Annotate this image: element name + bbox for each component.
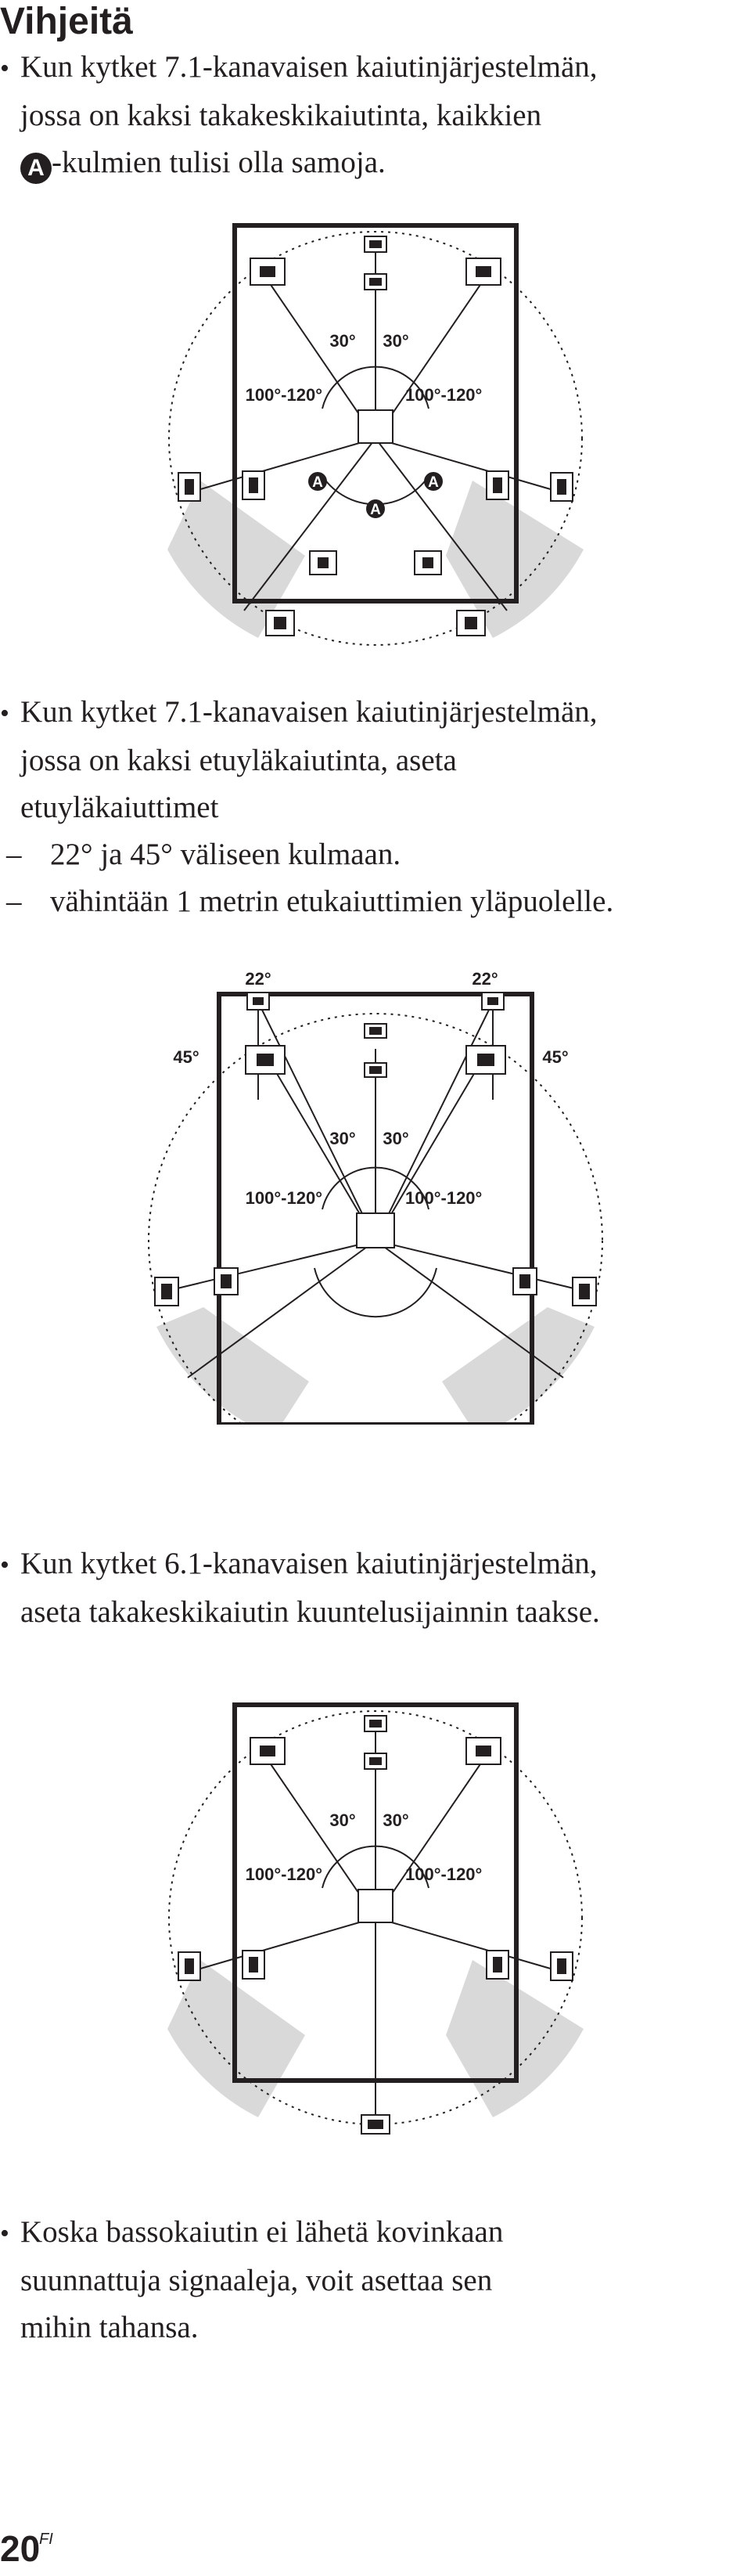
svg-text:100°-120°: 100°-120° — [405, 1864, 483, 1884]
svg-text:45°: 45° — [173, 1047, 199, 1067]
page-heading: Vihjeitä — [0, 1, 133, 42]
svg-text:30°: 30° — [383, 1810, 409, 1830]
svg-text:30°: 30° — [383, 1129, 409, 1148]
svg-text:100°-120°: 100°-120° — [245, 1188, 322, 1208]
bullet-icon: • — [0, 54, 9, 83]
bullet-icon: • — [0, 699, 9, 728]
tip-7-1-front-high: • Kun kytket 7.1-kanavaisen kaiutinjärjestelmän, jossa on kaksi etuyläkaiutinta, aseta etuyläkaiuttimet – 22° ja 45° väliseen kulmaan. – vähintään 1 metrin etukaiuttimien yläpuolelle. — [0, 689, 743, 925]
page-number: 20 — [0, 2528, 41, 2569]
svg-text:100°-120°: 100°-120° — [245, 1864, 322, 1884]
tip-7-1-rear-center: • Kun kytket 7.1-kanavaisen kaiutinjärjestelmän, jossa on kaksi takakeskikaiutinta, kaikkien A -kulmien tulisi olla samoja. — [0, 44, 743, 186]
diagram-6-1-rear-center — [141, 1699, 610, 2153]
svg-text:22°: 22° — [245, 971, 271, 989]
bullet-icon: • — [0, 2219, 9, 2248]
svg-text:30°: 30° — [329, 1810, 356, 1830]
svg-text:100°-120°: 100°-120° — [405, 1188, 483, 1208]
page-language-code: FI — [39, 2531, 53, 2548]
svg-text:A: A — [370, 502, 381, 518]
svg-text:100°-120°: 100°-120° — [405, 385, 483, 405]
svg-text:30°: 30° — [383, 331, 409, 351]
diagram-7-1-front-high — [141, 971, 610, 1425]
svg-text:A: A — [428, 474, 439, 491]
svg-text:100°-120°: 100°-120° — [245, 385, 322, 405]
tip-6-1-rear-center: • Kun kytket 6.1-kanavaisen kaiutinjärjestelmän, aseta takakeskikaiutin kuuntelusijainnin taakse. — [0, 1540, 743, 1636]
svg-text:30°: 30° — [329, 331, 356, 351]
bullet-icon: • — [0, 1551, 9, 1580]
svg-text:45°: 45° — [542, 1047, 569, 1067]
svg-text:30°: 30° — [329, 1129, 356, 1148]
tip-subwoofer: • Koska bassokaiutin ei lähetä kovinkaan suunnattuja signaaleja, voit asettaa sen mihin tahansa. — [0, 2209, 743, 2351]
svg-text:22°: 22° — [472, 971, 498, 989]
diagram-7-1-rear-center — [141, 219, 610, 673]
marker-a-badge: A — [20, 153, 52, 184]
svg-text:A: A — [312, 474, 323, 491]
